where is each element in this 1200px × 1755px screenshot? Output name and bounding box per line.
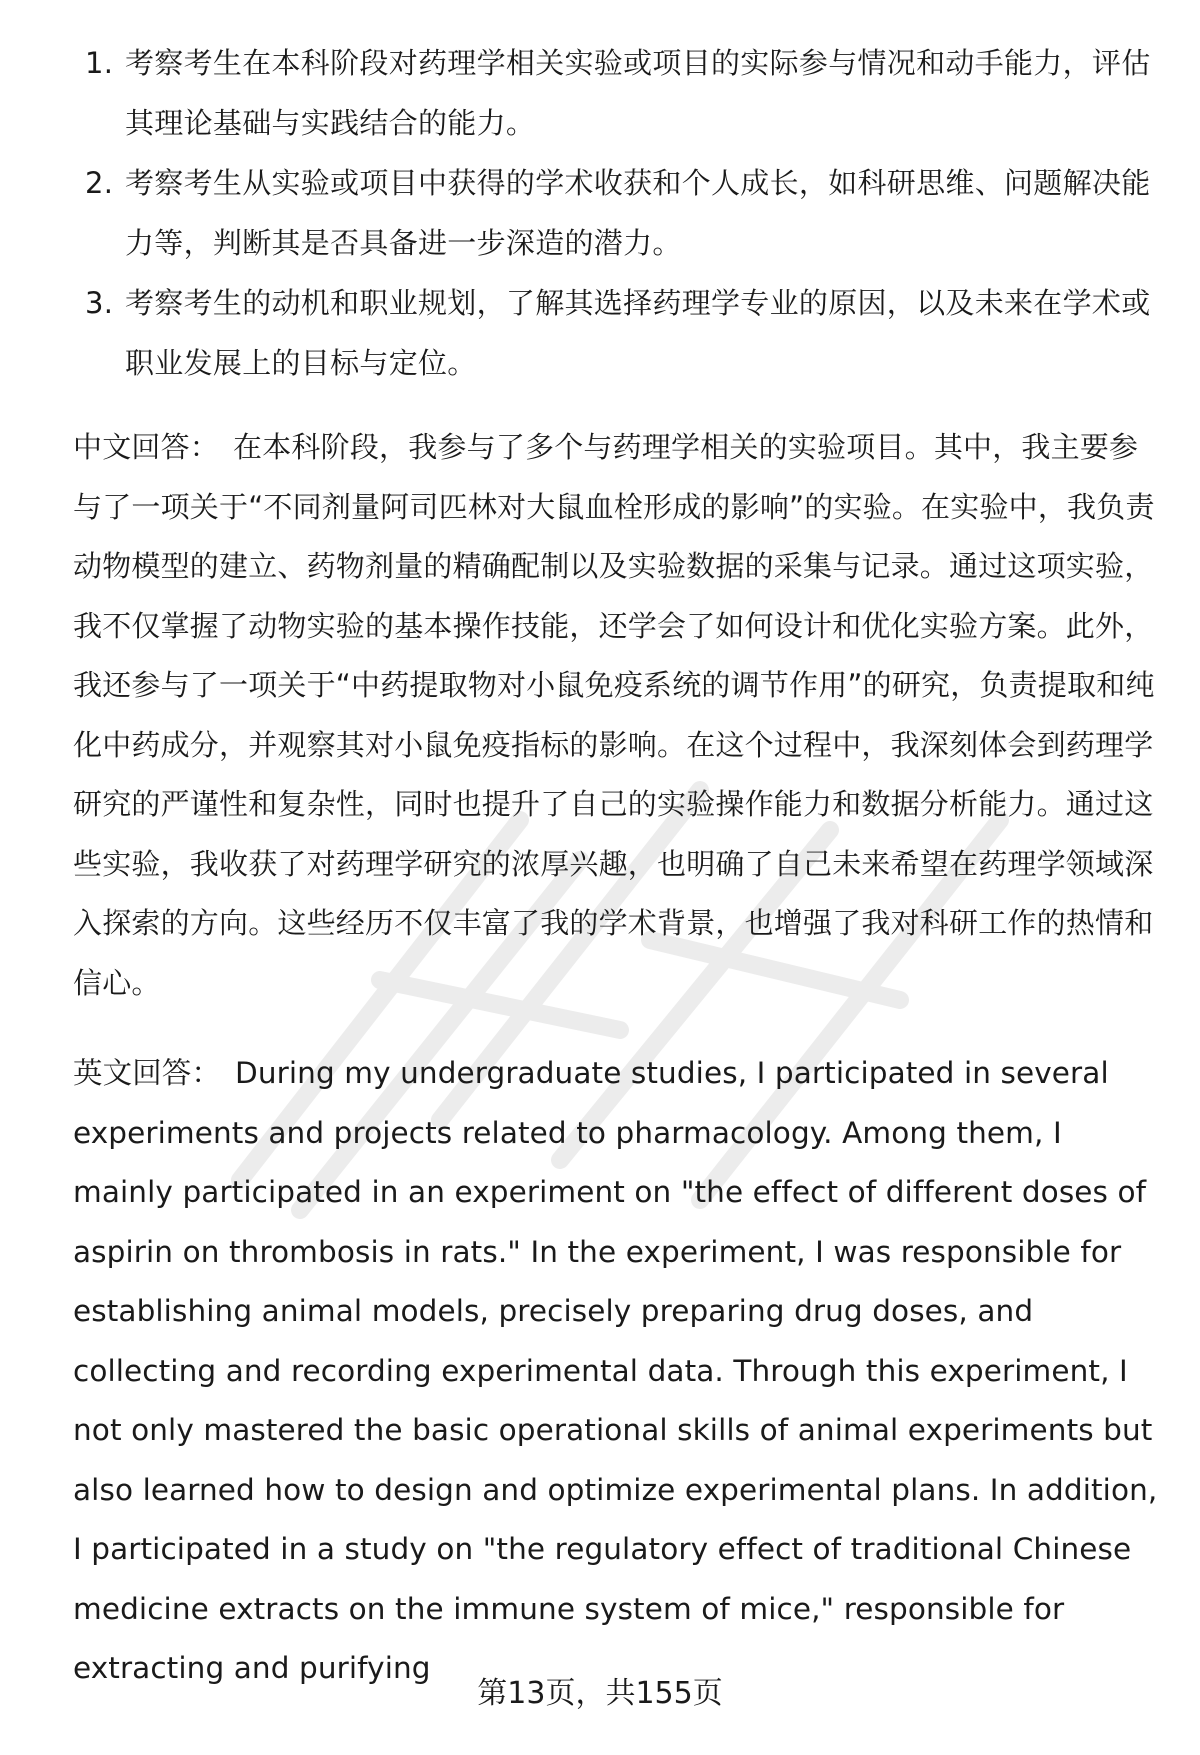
criteria-number: 2. bbox=[85, 166, 114, 200]
criteria-item bbox=[75, 33, 1155, 153]
criteria-number: 1. bbox=[85, 46, 114, 80]
chinese-answer-text: 在本科阶段，我参与了多个与药理学相关的实验项目。其中，我主要参与了一项关于“不同剂量阿司匹林对大鼠血栓形成的影响”的实验。在实验中，我负责动物模型的建立、药物剂量的精确配制以及实验数据的采集与记录。通过这项实验，我不仅掌握了动物实验的基本操作技能，还学会了如何设计和优化实验方案。此外，我还参与了一项关于“中药提取物对小鼠免疫系统的调节作用”的研究，负责提取和纯化中药成分，并观察其对小鼠免疫指标的影响。在这个过程中，我深刻体会到药理学研究的严谨性和复杂性，同时也提升了自己的实验操作能力和数据分析能力。通过这些实验，我收获了对药理学研究的浓厚兴趣，也明确了自己未来希望在药理学领域深入探索的方向。这些经历不仅丰富了我的学术背景，也增强了我对科研工作的热情和信心。 bbox=[73, 430, 1155, 1000]
criteria-text: 考察考生在本科阶段对药理学相关实验或项目的实际参与情况和动手能力，评估其理论基础与实践结合的能力。 bbox=[125, 46, 1151, 140]
english-answer-text: During my undergraduate studies, I participated in several experiments and projects related to pharmacology. Among them, I mainly participated in an experiment on "the effect of different doses of aspirin on thrombosis in rats." In the experiment, I was responsible for establishing animal models, precisely preparing drug doses, and collecting and recording experimental data. Through this experiment, I not only mastered the basic operational skills of animal experiments but also learned how to design and optimize experimental plans. In addition, I participated in a study on "the regulatory effect of traditional Chinese medicine extracts on the immune system of mice," responsible for extracting and purifying bbox=[73, 1056, 1158, 1685]
english-answer-paragraph bbox=[73, 1044, 1163, 1699]
criteria-item bbox=[75, 273, 1155, 393]
english-answer-label: 英文回答： bbox=[73, 1056, 222, 1090]
chinese-answer-label: 中文回答： bbox=[73, 430, 220, 464]
criteria-number: 3. bbox=[85, 286, 114, 320]
page-number-footer: 第13页，共155页 bbox=[477, 1676, 723, 1711]
chinese-answer-paragraph bbox=[73, 418, 1163, 1013]
criteria-item bbox=[75, 153, 1155, 273]
criteria-text: 考察考生从实验或项目中获得的学术收获和个人成长，如科研思维、问题解决能力等，判断其是否具备进一步深造的潜力。 bbox=[125, 166, 1151, 260]
assessment-criteria-list bbox=[75, 33, 1155, 393]
criteria-text: 考察考生的动机和职业规划，了解其选择药理学专业的原因，以及未来在学术或职业发展上的目标与定位。 bbox=[125, 286, 1151, 380]
